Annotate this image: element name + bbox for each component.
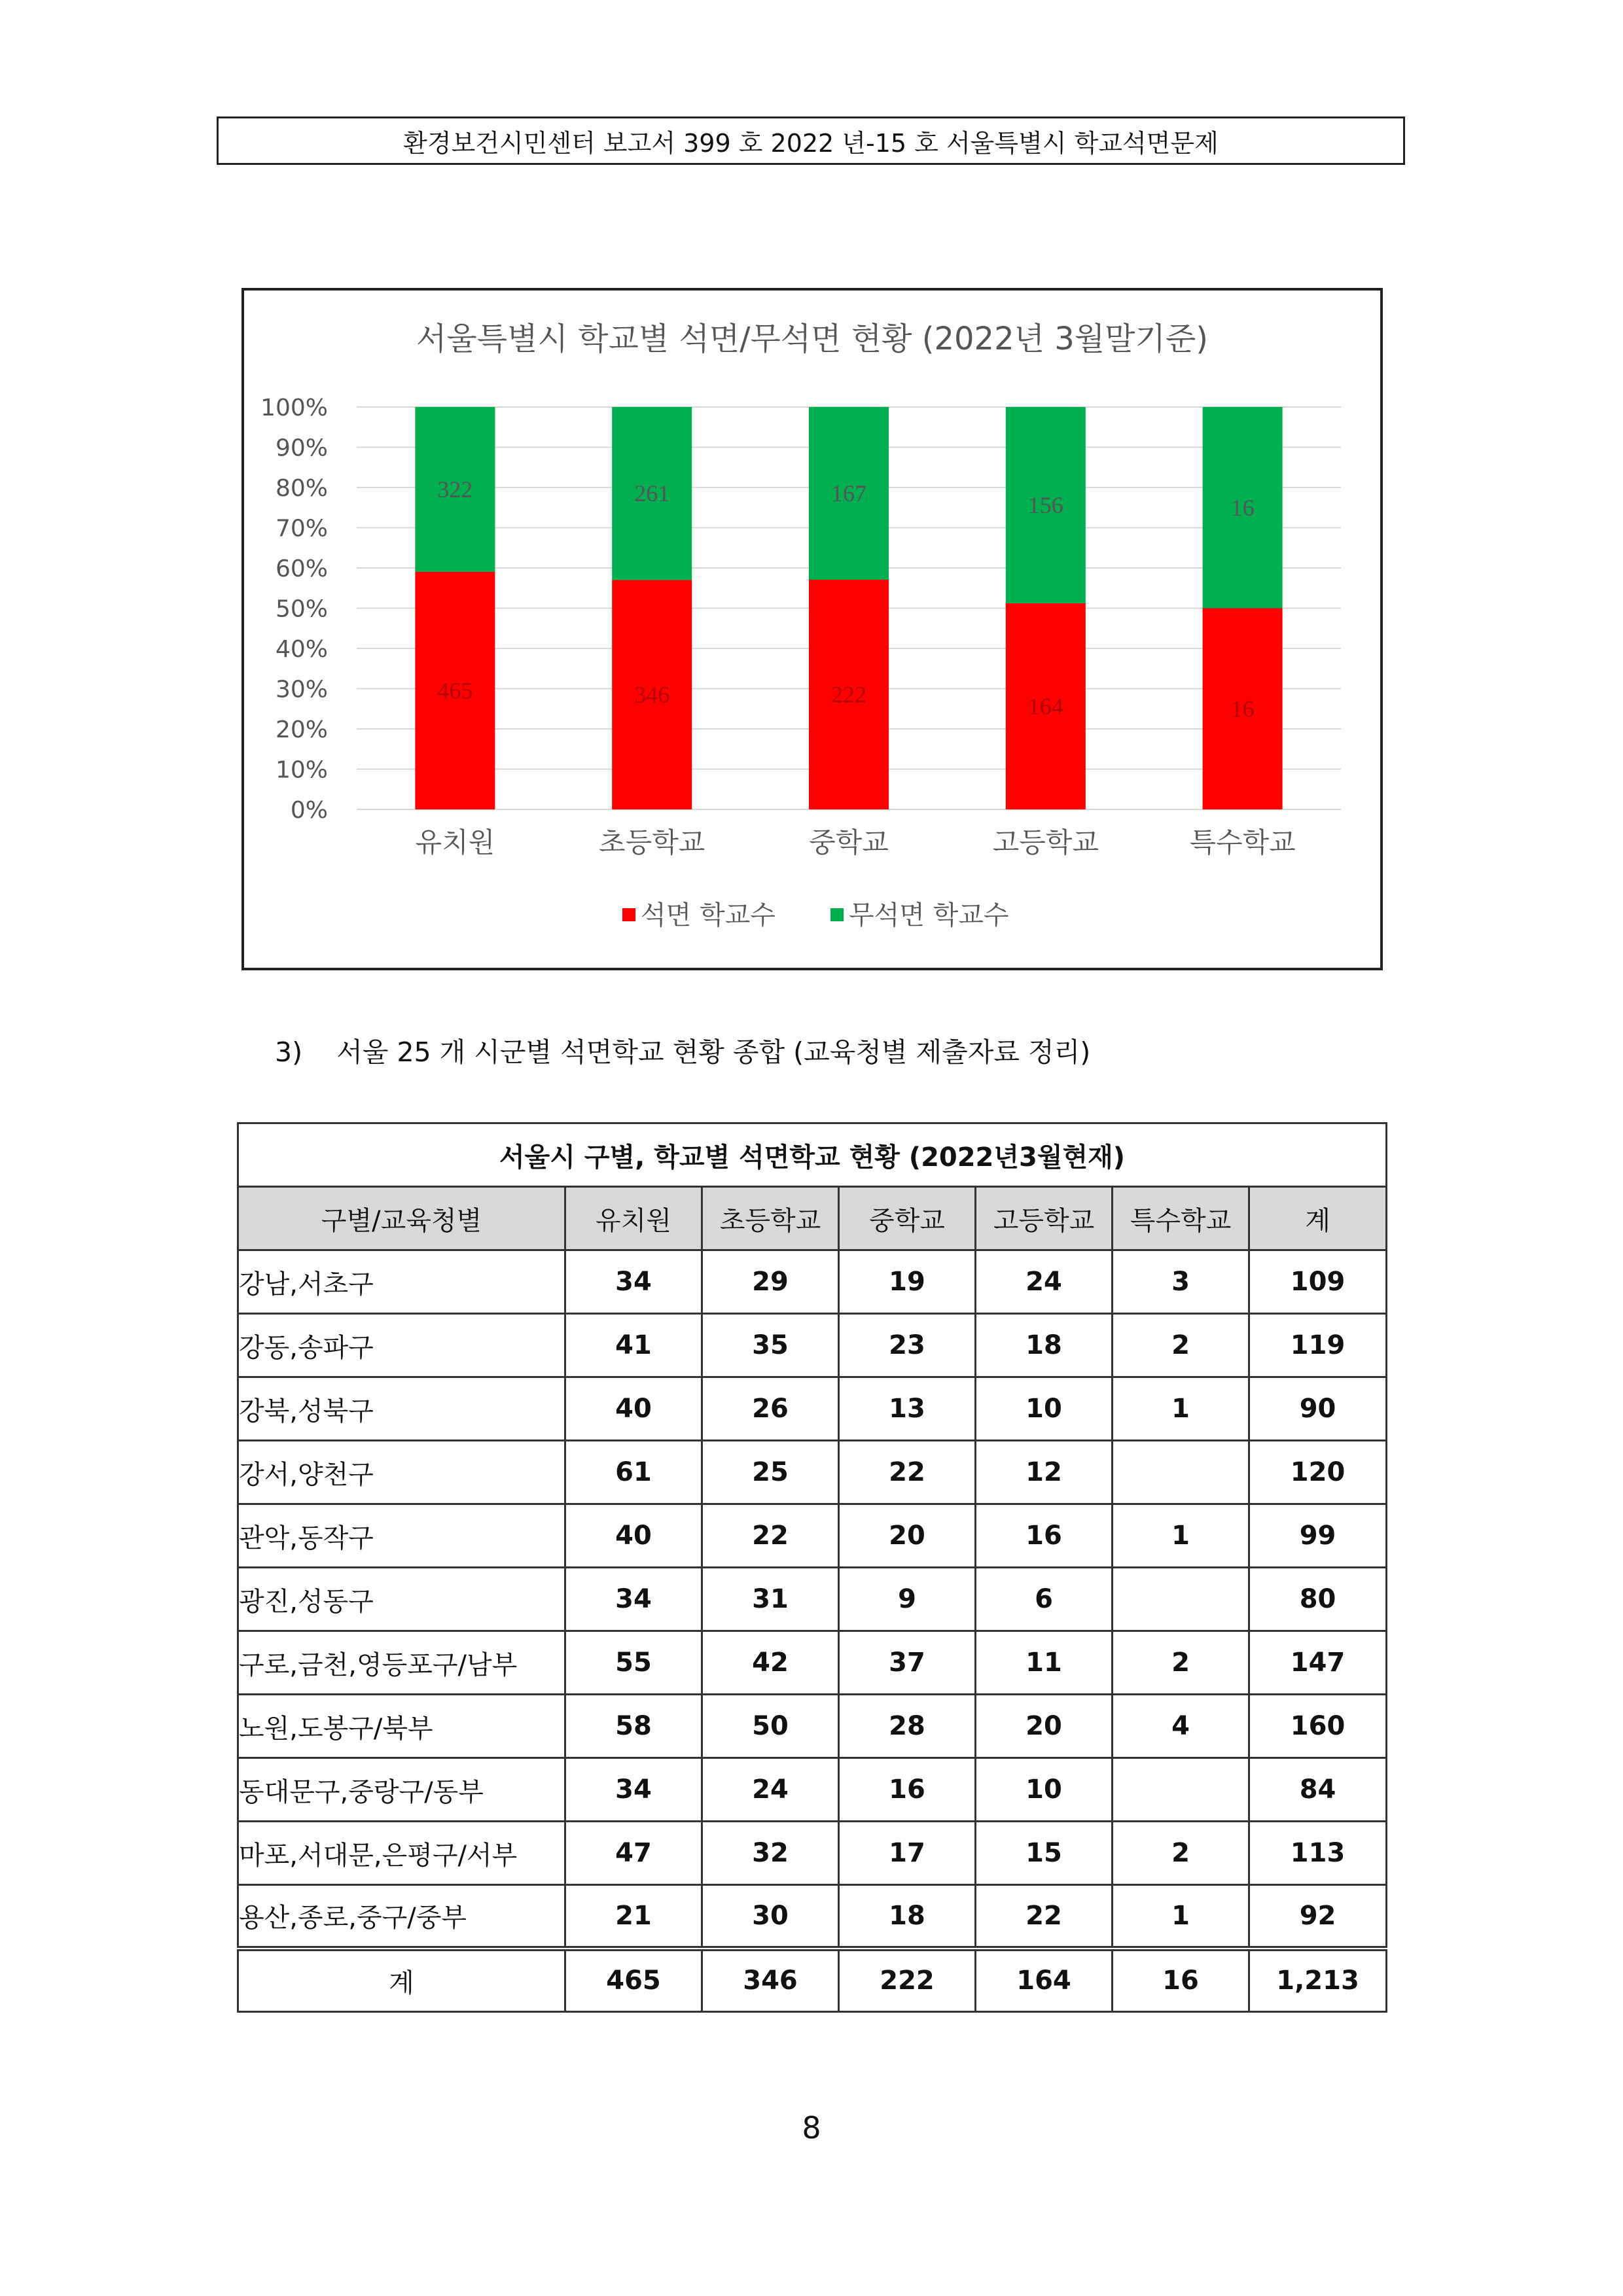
x-tick-label: 특수학교 <box>1189 826 1296 858</box>
data-label: 16 <box>1230 494 1255 521</box>
chart-title: 서울특별시 학교별 석면/무석면 현황 (2022년 3월말기준) <box>416 321 1208 357</box>
cell-region: 용산,종로,중구/중부 <box>238 1885 565 1949</box>
cell-special: 4 <box>1113 1695 1249 1758</box>
y-tick-label: 10% <box>275 756 328 784</box>
cell-kindergarten: 34 <box>565 1758 702 1822</box>
cell-region: 강동,송파구 <box>238 1314 565 1377</box>
y-tick-label: 60% <box>275 556 328 582</box>
cell-middle: 19 <box>839 1250 976 1314</box>
header-middle: 중학교 <box>839 1187 976 1250</box>
data-label: 222 <box>831 681 866 708</box>
total-special: 16 <box>1113 1949 1249 2012</box>
cell-total: 160 <box>1249 1695 1387 1758</box>
cell-elementary: 26 <box>702 1377 839 1441</box>
cell-high: 11 <box>976 1631 1113 1695</box>
data-label: 261 <box>634 480 670 507</box>
cell-high: 10 <box>976 1758 1113 1822</box>
table-row <box>238 1758 1387 1822</box>
cell-middle: 17 <box>839 1822 976 1885</box>
page-number: 8 <box>802 2110 821 2146</box>
y-tick-label: 20% <box>275 716 328 743</box>
cell-middle: 18 <box>839 1885 976 1949</box>
cell-elementary: 35 <box>702 1314 839 1377</box>
cell-kindergarten: 34 <box>565 1250 702 1314</box>
legend-label-asbestos: 석면 학교수 <box>641 900 776 930</box>
total-elementary: 346 <box>702 1949 839 2012</box>
table-row <box>238 1250 1387 1314</box>
y-tick-label: 30% <box>275 676 328 703</box>
legend-label-non-asbestos: 무석면 학교수 <box>849 900 1009 930</box>
cell-special: 3 <box>1113 1250 1249 1314</box>
header-high: 고등학교 <box>976 1187 1113 1250</box>
cell-high: 6 <box>976 1568 1113 1631</box>
cell-high: 12 <box>976 1441 1113 1504</box>
cell-total: 147 <box>1249 1631 1387 1695</box>
cell-high: 18 <box>976 1314 1113 1377</box>
report-header-text: 환경보건시민센터 보고서 399 호 2022 년-15 호 서울특별시 학교석면문제 <box>403 128 1219 158</box>
table-row <box>238 1504 1387 1568</box>
cell-special: 2 <box>1113 1822 1249 1885</box>
cell-kindergarten: 41 <box>565 1314 702 1377</box>
legend-swatch-non-asbestos <box>830 908 844 921</box>
cell-elementary: 32 <box>702 1822 839 1885</box>
cell-elementary: 50 <box>702 1695 839 1758</box>
cell-kindergarten: 34 <box>565 1568 702 1631</box>
y-tick-label: 0% <box>290 797 328 824</box>
cell-total: 113 <box>1249 1822 1387 1885</box>
header-kindergarten: 유치원 <box>565 1187 702 1250</box>
chart-frame <box>241 288 1383 970</box>
cell-elementary: 31 <box>702 1568 839 1631</box>
report-header <box>217 116 1405 165</box>
cell-special <box>1113 1441 1249 1504</box>
header-region: 구별/교육청별 <box>238 1187 565 1250</box>
cell-middle: 13 <box>839 1377 976 1441</box>
cell-region: 강북,성북구 <box>238 1377 565 1441</box>
cell-high: 10 <box>976 1377 1113 1441</box>
cell-high: 24 <box>976 1250 1113 1314</box>
y-tick-label: 80% <box>275 475 328 502</box>
school-table-wrap <box>237 1122 1385 2013</box>
cell-elementary: 24 <box>702 1758 839 1822</box>
stacked-bar-chart <box>244 291 1380 968</box>
total-high: 164 <box>976 1949 1113 2012</box>
table-row <box>238 1885 1387 1949</box>
cell-elementary: 42 <box>702 1631 839 1695</box>
cell-middle: 16 <box>839 1758 976 1822</box>
cell-total: 80 <box>1249 1568 1387 1631</box>
cell-total: 90 <box>1249 1377 1387 1441</box>
cell-middle: 9 <box>839 1568 976 1631</box>
cell-special: 2 <box>1113 1314 1249 1377</box>
total-total: 1,213 <box>1249 1949 1387 2012</box>
cell-region: 강남,서초구 <box>238 1250 565 1314</box>
cell-region: 강서,양천구 <box>238 1441 565 1504</box>
table-row <box>238 1377 1387 1441</box>
cell-middle: 37 <box>839 1631 976 1695</box>
cell-region: 노원,도봉구/북부 <box>238 1695 565 1758</box>
y-tick-label: 100% <box>260 395 328 421</box>
cell-region: 마포,서대문,은평구/서부 <box>238 1822 565 1885</box>
header-special: 특수학교 <box>1113 1187 1249 1250</box>
cell-kindergarten: 58 <box>565 1695 702 1758</box>
x-tick-label: 유치원 <box>415 826 495 858</box>
cell-region: 관악,동작구 <box>238 1504 565 1568</box>
cell-region: 광진,성동구 <box>238 1568 565 1631</box>
table-row <box>238 1822 1387 1885</box>
table-row <box>238 1441 1387 1504</box>
cell-elementary: 30 <box>702 1885 839 1949</box>
cell-special <box>1113 1568 1249 1631</box>
table-row <box>238 1631 1387 1695</box>
x-tick-label: 중학교 <box>809 826 889 858</box>
cell-region: 구로,금천,영등포구/남부 <box>238 1631 565 1695</box>
cell-special: 2 <box>1113 1631 1249 1695</box>
cell-middle: 23 <box>839 1314 976 1377</box>
x-tick-label: 고등학교 <box>992 826 1099 858</box>
total-middle: 222 <box>839 1949 976 2012</box>
data-label: 156 <box>1027 491 1063 518</box>
cell-kindergarten: 55 <box>565 1631 702 1695</box>
y-tick-label: 70% <box>275 515 328 542</box>
cell-total: 92 <box>1249 1885 1387 1949</box>
y-tick-label: 50% <box>275 595 328 623</box>
data-label: 167 <box>831 480 866 507</box>
cell-high: 20 <box>976 1695 1113 1758</box>
total-kindergarten: 465 <box>565 1949 702 2012</box>
cell-kindergarten: 21 <box>565 1885 702 1949</box>
cell-total: 109 <box>1249 1250 1387 1314</box>
y-tick-label: 90% <box>275 434 328 462</box>
cell-special: 1 <box>1113 1885 1249 1949</box>
cell-special: 1 <box>1113 1504 1249 1568</box>
data-label: 346 <box>634 681 670 708</box>
table-header-row <box>238 1187 1387 1250</box>
table-row <box>238 1314 1387 1377</box>
data-label: 16 <box>1230 696 1255 722</box>
data-label: 322 <box>437 476 473 503</box>
asbestos-school-table <box>237 1122 1387 2013</box>
data-label: 465 <box>437 677 473 704</box>
x-tick-label: 초등학교 <box>599 826 705 858</box>
y-tick-label: 40% <box>275 636 328 663</box>
cell-region: 동대문구,중랑구/동부 <box>238 1758 565 1822</box>
cell-kindergarten: 47 <box>565 1822 702 1885</box>
cell-total: 84 <box>1249 1758 1387 1822</box>
cell-high: 16 <box>976 1504 1113 1568</box>
cell-total: 119 <box>1249 1314 1387 1377</box>
cell-middle: 28 <box>839 1695 976 1758</box>
cell-high: 15 <box>976 1822 1113 1885</box>
header-elementary: 초등학교 <box>702 1187 839 1250</box>
cell-kindergarten: 40 <box>565 1377 702 1441</box>
cell-special <box>1113 1758 1249 1822</box>
legend-swatch-asbestos <box>622 908 635 921</box>
cell-special: 1 <box>1113 1377 1249 1441</box>
cell-kindergarten: 40 <box>565 1504 702 1568</box>
cell-total: 99 <box>1249 1504 1387 1568</box>
section-title: 3) 서울 25 개 시군별 석면학교 현황 종합 (교육청별 제출자료 정리) <box>275 1036 1091 1068</box>
total-region: 계 <box>238 1949 565 2012</box>
cell-middle: 22 <box>839 1441 976 1504</box>
table-row <box>238 1568 1387 1631</box>
table-row <box>238 1695 1387 1758</box>
data-label: 164 <box>1027 693 1063 720</box>
table-title: 서울시 구별, 학교별 석면학교 현황 (2022년3월현재) <box>238 1123 1387 1187</box>
cell-elementary: 29 <box>702 1250 839 1314</box>
cell-elementary: 22 <box>702 1504 839 1568</box>
header-total: 계 <box>1249 1187 1387 1250</box>
cell-high: 22 <box>976 1885 1113 1949</box>
cell-elementary: 25 <box>702 1441 839 1504</box>
cell-total: 120 <box>1249 1441 1387 1504</box>
cell-kindergarten: 61 <box>565 1441 702 1504</box>
table-total-row <box>238 1949 1387 2012</box>
cell-middle: 20 <box>839 1504 976 1568</box>
